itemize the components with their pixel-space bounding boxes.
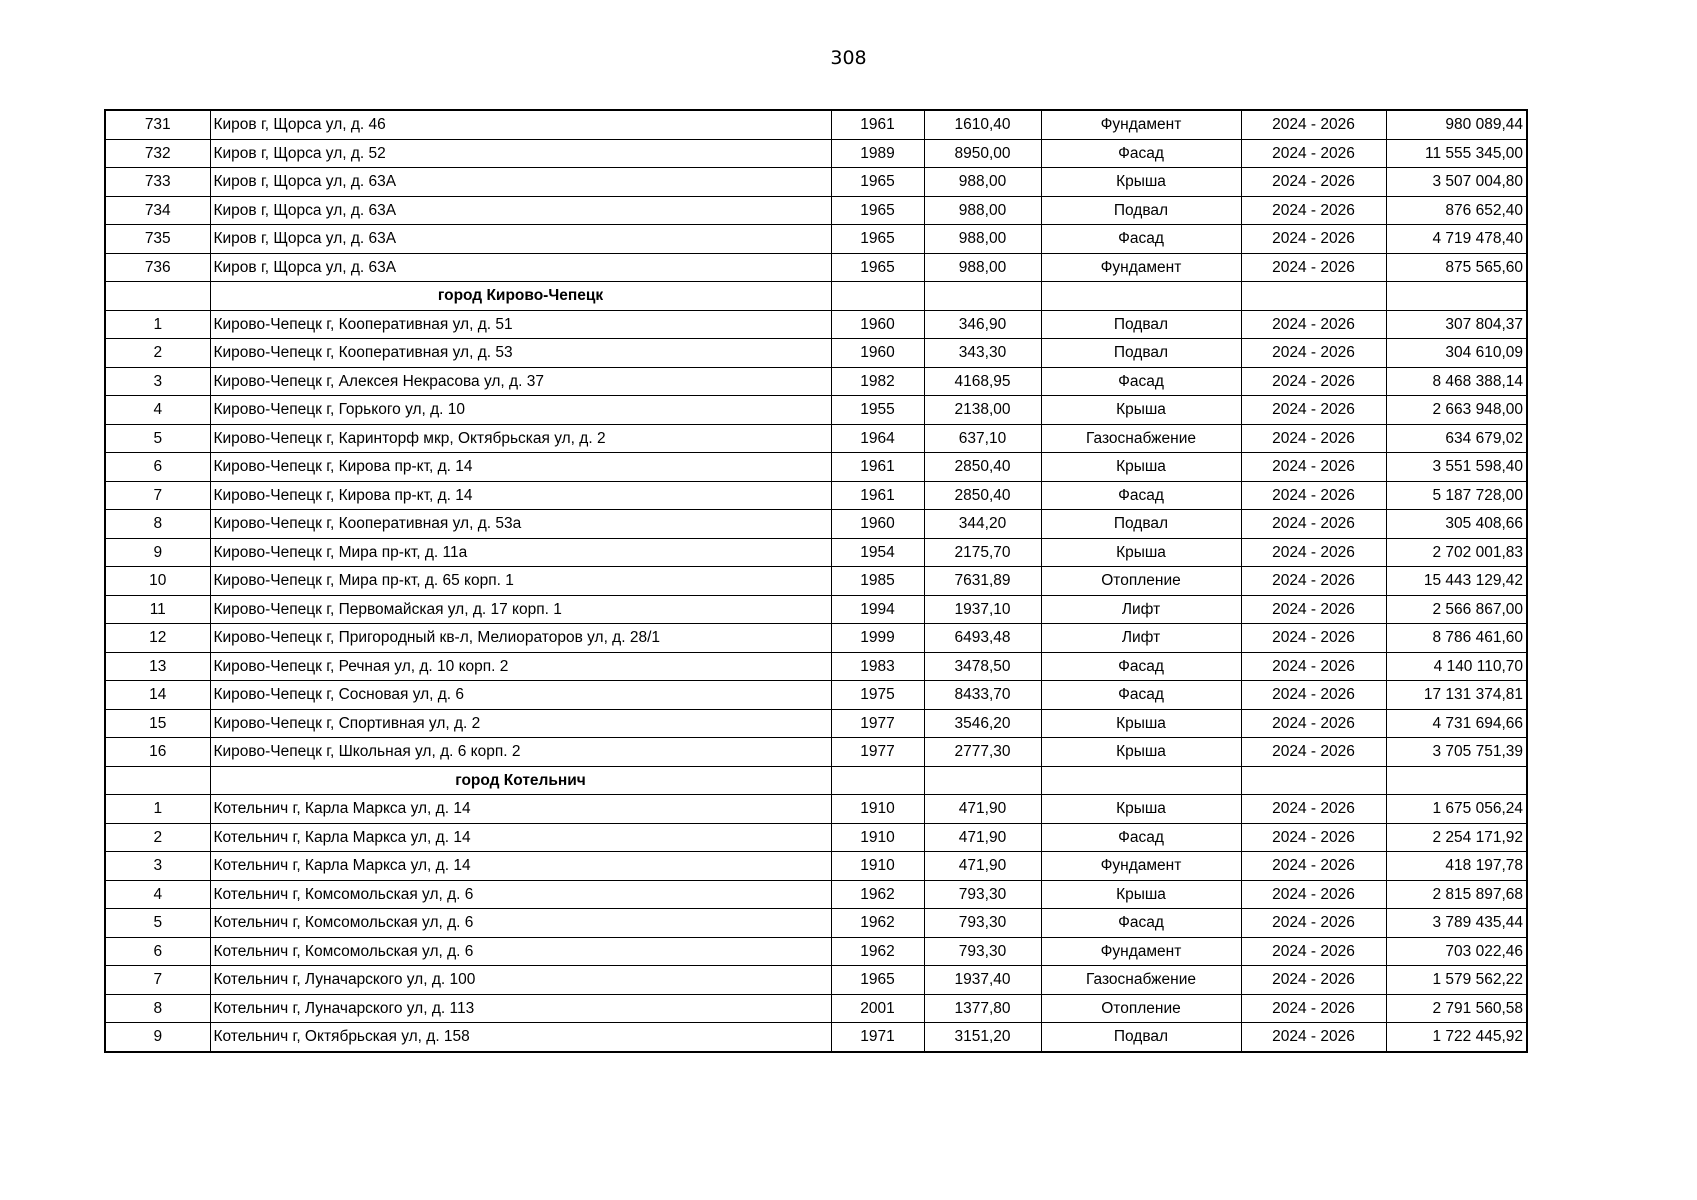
address-cell: Кирово-Чепецк г, Речная ул, д. 10 корп. 2 xyxy=(210,652,831,681)
table-row xyxy=(105,1023,1527,1052)
cost-cell: 3 507 004,80 xyxy=(1386,168,1527,197)
address-cell: Кирово-Чепецк г, Сосновая ул, д. 6 xyxy=(210,681,831,710)
cost-cell: 2 791 560,58 xyxy=(1386,994,1527,1023)
area-cell: 988,00 xyxy=(924,253,1041,282)
cost-cell: 8 786 461,60 xyxy=(1386,624,1527,653)
table-row xyxy=(105,909,1527,938)
area-cell: 3478,50 xyxy=(924,652,1041,681)
address-cell: Кирово-Чепецк г, Пригородный кв-л, Мелиораторов ул, д. 28/1 xyxy=(210,624,831,653)
table-row xyxy=(105,510,1527,539)
row-number-cell: 3 xyxy=(105,852,210,881)
year-built-cell: 1999 xyxy=(831,624,924,653)
empty-cell xyxy=(1041,282,1241,311)
work-type-cell: Фундамент xyxy=(1041,110,1241,139)
address-cell: Кирово-Чепецк г, Кирова пр-кт, д. 14 xyxy=(210,453,831,482)
table-row xyxy=(105,139,1527,168)
address-cell: Кирово-Чепецк г, Первомайская ул, д. 17 корп. 1 xyxy=(210,595,831,624)
empty-cell xyxy=(1241,766,1386,795)
period-cell: 2024 - 2026 xyxy=(1241,966,1386,995)
period-cell: 2024 - 2026 xyxy=(1241,139,1386,168)
year-built-cell: 1965 xyxy=(831,168,924,197)
table-row xyxy=(105,652,1527,681)
year-built-cell: 1962 xyxy=(831,937,924,966)
cost-cell: 2 702 001,83 xyxy=(1386,538,1527,567)
area-cell: 471,90 xyxy=(924,795,1041,824)
area-cell: 988,00 xyxy=(924,168,1041,197)
period-cell: 2024 - 2026 xyxy=(1241,453,1386,482)
area-cell: 1610,40 xyxy=(924,110,1041,139)
row-number-cell: 2 xyxy=(105,339,210,368)
city-heading: город Кирово-Чепецк xyxy=(210,282,831,311)
row-number-cell: 735 xyxy=(105,225,210,254)
year-built-cell: 1994 xyxy=(831,595,924,624)
area-cell: 2138,00 xyxy=(924,396,1041,425)
area-cell: 8433,70 xyxy=(924,681,1041,710)
period-cell: 2024 - 2026 xyxy=(1241,823,1386,852)
city-heading: город Котельнич xyxy=(210,766,831,795)
row-number-cell: 9 xyxy=(105,1023,210,1052)
area-cell: 1937,40 xyxy=(924,966,1041,995)
year-built-cell: 1962 xyxy=(831,909,924,938)
address-cell: Кирово-Чепецк г, Алексея Некрасова ул, д. 37 xyxy=(210,367,831,396)
address-cell: Кирово-Чепецк г, Кооперативная ул, д. 51 xyxy=(210,310,831,339)
area-cell: 3151,20 xyxy=(924,1023,1041,1052)
year-built-cell: 1960 xyxy=(831,310,924,339)
table-row xyxy=(105,567,1527,596)
area-cell: 2850,40 xyxy=(924,453,1041,482)
empty-cell xyxy=(831,282,924,311)
address-cell: Кирово-Чепецк г, Школьная ул, д. 6 корп. 2 xyxy=(210,738,831,767)
work-type-cell: Крыша xyxy=(1041,396,1241,425)
work-type-cell: Крыша xyxy=(1041,738,1241,767)
year-built-cell: 1965 xyxy=(831,966,924,995)
row-number-cell: 3 xyxy=(105,367,210,396)
work-type-cell: Фасад xyxy=(1041,909,1241,938)
period-cell: 2024 - 2026 xyxy=(1241,795,1386,824)
work-type-cell: Фасад xyxy=(1041,681,1241,710)
table-row xyxy=(105,453,1527,482)
table-row xyxy=(105,823,1527,852)
row-number-cell: 12 xyxy=(105,624,210,653)
address-cell: Котельнич г, Комсомольская ул, д. 6 xyxy=(210,937,831,966)
row-number-cell: 6 xyxy=(105,937,210,966)
area-cell: 2850,40 xyxy=(924,481,1041,510)
period-cell: 2024 - 2026 xyxy=(1241,709,1386,738)
cost-cell: 2 254 171,92 xyxy=(1386,823,1527,852)
table-row xyxy=(105,538,1527,567)
year-built-cell: 1975 xyxy=(831,681,924,710)
period-cell: 2024 - 2026 xyxy=(1241,196,1386,225)
row-number-cell: 1 xyxy=(105,795,210,824)
table-row xyxy=(105,852,1527,881)
area-cell: 2777,30 xyxy=(924,738,1041,767)
table-row xyxy=(105,367,1527,396)
cost-cell: 4 719 478,40 xyxy=(1386,225,1527,254)
area-cell: 471,90 xyxy=(924,852,1041,881)
year-built-cell: 1910 xyxy=(831,795,924,824)
period-cell: 2024 - 2026 xyxy=(1241,339,1386,368)
cost-cell: 307 804,37 xyxy=(1386,310,1527,339)
work-type-cell: Фасад xyxy=(1041,367,1241,396)
work-type-cell: Лифт xyxy=(1041,624,1241,653)
year-built-cell: 1961 xyxy=(831,481,924,510)
address-cell: Кирово-Чепецк г, Мира пр-кт, д. 65 корп. 1 xyxy=(210,567,831,596)
work-type-cell: Отопление xyxy=(1041,567,1241,596)
row-number-cell: 2 xyxy=(105,823,210,852)
row-number-cell: 10 xyxy=(105,567,210,596)
work-type-cell: Фасад xyxy=(1041,823,1241,852)
period-cell: 2024 - 2026 xyxy=(1241,624,1386,653)
work-type-cell: Лифт xyxy=(1041,595,1241,624)
year-built-cell: 2001 xyxy=(831,994,924,1023)
year-built-cell: 1977 xyxy=(831,709,924,738)
period-cell: 2024 - 2026 xyxy=(1241,396,1386,425)
work-type-cell: Подвал xyxy=(1041,339,1241,368)
city-section-row xyxy=(105,282,1527,311)
work-type-cell: Крыша xyxy=(1041,880,1241,909)
period-cell: 2024 - 2026 xyxy=(1241,567,1386,596)
row-number-cell: 733 xyxy=(105,168,210,197)
year-built-cell: 1971 xyxy=(831,1023,924,1052)
area-cell: 343,30 xyxy=(924,339,1041,368)
work-type-cell: Фасад xyxy=(1041,652,1241,681)
address-cell: Котельнич г, Комсомольская ул, д. 6 xyxy=(210,909,831,938)
cost-cell: 1 675 056,24 xyxy=(1386,795,1527,824)
repair-program-table xyxy=(104,109,1528,1053)
table-row xyxy=(105,795,1527,824)
period-cell: 2024 - 2026 xyxy=(1241,510,1386,539)
area-cell: 793,30 xyxy=(924,909,1041,938)
row-number-cell: 4 xyxy=(105,880,210,909)
work-type-cell: Газоснабжение xyxy=(1041,966,1241,995)
cost-cell: 8 468 388,14 xyxy=(1386,367,1527,396)
period-cell: 2024 - 2026 xyxy=(1241,994,1386,1023)
empty-cell xyxy=(105,282,210,311)
period-cell: 2024 - 2026 xyxy=(1241,738,1386,767)
row-number-cell: 9 xyxy=(105,538,210,567)
row-number-cell: 4 xyxy=(105,396,210,425)
cost-cell: 3 789 435,44 xyxy=(1386,909,1527,938)
year-built-cell: 1954 xyxy=(831,538,924,567)
area-cell: 6493,48 xyxy=(924,624,1041,653)
row-number-cell: 13 xyxy=(105,652,210,681)
period-cell: 2024 - 2026 xyxy=(1241,652,1386,681)
cost-cell: 15 443 129,42 xyxy=(1386,567,1527,596)
period-cell: 2024 - 2026 xyxy=(1241,110,1386,139)
row-number-cell: 7 xyxy=(105,481,210,510)
year-built-cell: 1977 xyxy=(831,738,924,767)
address-cell: Кирово-Чепецк г, Кооперативная ул, д. 53 xyxy=(210,339,831,368)
empty-cell xyxy=(1241,282,1386,311)
table-row xyxy=(105,253,1527,282)
cost-cell: 703 022,46 xyxy=(1386,937,1527,966)
period-cell: 2024 - 2026 xyxy=(1241,310,1386,339)
table-row xyxy=(105,937,1527,966)
year-built-cell: 1961 xyxy=(831,453,924,482)
area-cell: 637,10 xyxy=(924,424,1041,453)
address-cell: Котельнич г, Луначарского ул, д. 100 xyxy=(210,966,831,995)
table-row xyxy=(105,196,1527,225)
address-cell: Кирово-Чепецк г, Спортивная ул, д. 2 xyxy=(210,709,831,738)
period-cell: 2024 - 2026 xyxy=(1241,852,1386,881)
year-built-cell: 1985 xyxy=(831,567,924,596)
row-number-cell: 14 xyxy=(105,681,210,710)
row-number-cell: 8 xyxy=(105,510,210,539)
area-cell: 988,00 xyxy=(924,196,1041,225)
period-cell: 2024 - 2026 xyxy=(1241,481,1386,510)
table-row xyxy=(105,339,1527,368)
area-cell: 793,30 xyxy=(924,880,1041,909)
year-built-cell: 1965 xyxy=(831,225,924,254)
cost-cell: 2 815 897,68 xyxy=(1386,880,1527,909)
address-cell: Киров г, Щорса ул, д. 52 xyxy=(210,139,831,168)
row-number-cell: 6 xyxy=(105,453,210,482)
empty-cell xyxy=(1386,766,1527,795)
address-cell: Киров г, Щорса ул, д. 63А xyxy=(210,253,831,282)
row-number-cell: 734 xyxy=(105,196,210,225)
cost-cell: 304 610,09 xyxy=(1386,339,1527,368)
table-row xyxy=(105,110,1527,139)
year-built-cell: 1910 xyxy=(831,852,924,881)
period-cell: 2024 - 2026 xyxy=(1241,253,1386,282)
year-built-cell: 1965 xyxy=(831,196,924,225)
cost-cell: 3 705 751,39 xyxy=(1386,738,1527,767)
row-number-cell: 736 xyxy=(105,253,210,282)
row-number-cell: 16 xyxy=(105,738,210,767)
address-cell: Кирово-Чепецк г, Мира пр-кт, д. 11а xyxy=(210,538,831,567)
address-cell: Киров г, Щорса ул, д. 63А xyxy=(210,196,831,225)
year-built-cell: 1961 xyxy=(831,110,924,139)
table-body xyxy=(105,110,1527,1052)
work-type-cell: Отопление xyxy=(1041,994,1241,1023)
year-built-cell: 1960 xyxy=(831,510,924,539)
work-type-cell: Подвал xyxy=(1041,510,1241,539)
area-cell: 471,90 xyxy=(924,823,1041,852)
area-cell: 8950,00 xyxy=(924,139,1041,168)
table-row xyxy=(105,709,1527,738)
area-cell: 988,00 xyxy=(924,225,1041,254)
cost-cell: 980 089,44 xyxy=(1386,110,1527,139)
address-cell: Котельнич г, Карла Маркса ул, д. 14 xyxy=(210,795,831,824)
work-type-cell: Газоснабжение xyxy=(1041,424,1241,453)
period-cell: 2024 - 2026 xyxy=(1241,595,1386,624)
cost-cell: 17 131 374,81 xyxy=(1386,681,1527,710)
empty-cell xyxy=(105,766,210,795)
empty-cell xyxy=(1386,282,1527,311)
area-cell: 2175,70 xyxy=(924,538,1041,567)
city-section-row xyxy=(105,766,1527,795)
period-cell: 2024 - 2026 xyxy=(1241,424,1386,453)
period-cell: 2024 - 2026 xyxy=(1241,880,1386,909)
area-cell: 1377,80 xyxy=(924,994,1041,1023)
work-type-cell: Фундамент xyxy=(1041,937,1241,966)
table-row xyxy=(105,481,1527,510)
year-built-cell: 1982 xyxy=(831,367,924,396)
cost-cell: 875 565,60 xyxy=(1386,253,1527,282)
area-cell: 7631,89 xyxy=(924,567,1041,596)
empty-cell xyxy=(1041,766,1241,795)
period-cell: 2024 - 2026 xyxy=(1241,538,1386,567)
work-type-cell: Фасад xyxy=(1041,225,1241,254)
table-row xyxy=(105,396,1527,425)
work-type-cell: Фундамент xyxy=(1041,253,1241,282)
year-built-cell: 1955 xyxy=(831,396,924,425)
address-cell: Кирово-Чепецк г, Каринторф мкр, Октябрьская ул, д. 2 xyxy=(210,424,831,453)
period-cell: 2024 - 2026 xyxy=(1241,367,1386,396)
year-built-cell: 1960 xyxy=(831,339,924,368)
area-cell: 793,30 xyxy=(924,937,1041,966)
address-cell: Киров г, Щорса ул, д. 63А xyxy=(210,225,831,254)
work-type-cell: Фасад xyxy=(1041,481,1241,510)
row-number-cell: 1 xyxy=(105,310,210,339)
work-type-cell: Подвал xyxy=(1041,310,1241,339)
page-number: 308 xyxy=(830,47,867,69)
address-cell: Котельнич г, Луначарского ул, д. 113 xyxy=(210,994,831,1023)
year-built-cell: 1965 xyxy=(831,253,924,282)
cost-cell: 3 551 598,40 xyxy=(1386,453,1527,482)
area-cell: 4168,95 xyxy=(924,367,1041,396)
row-number-cell: 732 xyxy=(105,139,210,168)
empty-cell xyxy=(924,282,1041,311)
row-number-cell: 11 xyxy=(105,595,210,624)
cost-cell: 4 140 110,70 xyxy=(1386,652,1527,681)
work-type-cell: Крыша xyxy=(1041,795,1241,824)
year-built-cell: 1962 xyxy=(831,880,924,909)
work-type-cell: Подвал xyxy=(1041,1023,1241,1052)
work-type-cell: Крыша xyxy=(1041,453,1241,482)
year-built-cell: 1910 xyxy=(831,823,924,852)
table-row xyxy=(105,168,1527,197)
row-number-cell: 5 xyxy=(105,424,210,453)
work-type-cell: Подвал xyxy=(1041,196,1241,225)
area-cell: 3546,20 xyxy=(924,709,1041,738)
work-type-cell: Фасад xyxy=(1041,139,1241,168)
row-number-cell: 731 xyxy=(105,110,210,139)
row-number-cell: 15 xyxy=(105,709,210,738)
table-row xyxy=(105,225,1527,254)
cost-cell: 2 566 867,00 xyxy=(1386,595,1527,624)
cost-cell: 4 731 694,66 xyxy=(1386,709,1527,738)
row-number-cell: 7 xyxy=(105,966,210,995)
row-number-cell: 8 xyxy=(105,994,210,1023)
address-cell: Котельнич г, Октябрьская ул, д. 158 xyxy=(210,1023,831,1052)
cost-cell: 11 555 345,00 xyxy=(1386,139,1527,168)
address-cell: Кирово-Чепецк г, Кирова пр-кт, д. 14 xyxy=(210,481,831,510)
cost-cell: 305 408,66 xyxy=(1386,510,1527,539)
address-cell: Киров г, Щорса ул, д. 46 xyxy=(210,110,831,139)
empty-cell xyxy=(924,766,1041,795)
table-row xyxy=(105,994,1527,1023)
cost-cell: 2 663 948,00 xyxy=(1386,396,1527,425)
cost-cell: 5 187 728,00 xyxy=(1386,481,1527,510)
cost-cell: 1 579 562,22 xyxy=(1386,966,1527,995)
address-cell: Котельнич г, Карла Маркса ул, д. 14 xyxy=(210,852,831,881)
period-cell: 2024 - 2026 xyxy=(1241,909,1386,938)
work-type-cell: Крыша xyxy=(1041,538,1241,567)
work-type-cell: Крыша xyxy=(1041,168,1241,197)
cost-cell: 1 722 445,92 xyxy=(1386,1023,1527,1052)
year-built-cell: 1989 xyxy=(831,139,924,168)
table-row xyxy=(105,966,1527,995)
table-row xyxy=(105,681,1527,710)
empty-cell xyxy=(831,766,924,795)
address-cell: Кирово-Чепецк г, Горького ул, д. 10 xyxy=(210,396,831,425)
row-number-cell: 5 xyxy=(105,909,210,938)
table-row xyxy=(105,310,1527,339)
cost-cell: 876 652,40 xyxy=(1386,196,1527,225)
table-row xyxy=(105,595,1527,624)
table-row xyxy=(105,880,1527,909)
address-cell: Киров г, Щорса ул, д. 63А xyxy=(210,168,831,197)
period-cell: 2024 - 2026 xyxy=(1241,681,1386,710)
table-row xyxy=(105,738,1527,767)
cost-cell: 634 679,02 xyxy=(1386,424,1527,453)
work-type-cell: Фундамент xyxy=(1041,852,1241,881)
address-cell: Котельнич г, Карла Маркса ул, д. 14 xyxy=(210,823,831,852)
table-row xyxy=(105,624,1527,653)
area-cell: 344,20 xyxy=(924,510,1041,539)
period-cell: 2024 - 2026 xyxy=(1241,1023,1386,1052)
period-cell: 2024 - 2026 xyxy=(1241,225,1386,254)
area-cell: 346,90 xyxy=(924,310,1041,339)
work-type-cell: Крыша xyxy=(1041,709,1241,738)
address-cell: Котельнич г, Комсомольская ул, д. 6 xyxy=(210,880,831,909)
year-built-cell: 1964 xyxy=(831,424,924,453)
cost-cell: 418 197,78 xyxy=(1386,852,1527,881)
year-built-cell: 1983 xyxy=(831,652,924,681)
table-row xyxy=(105,424,1527,453)
period-cell: 2024 - 2026 xyxy=(1241,168,1386,197)
period-cell: 2024 - 2026 xyxy=(1241,937,1386,966)
address-cell: Кирово-Чепецк г, Кооперативная ул, д. 53а xyxy=(210,510,831,539)
area-cell: 1937,10 xyxy=(924,595,1041,624)
